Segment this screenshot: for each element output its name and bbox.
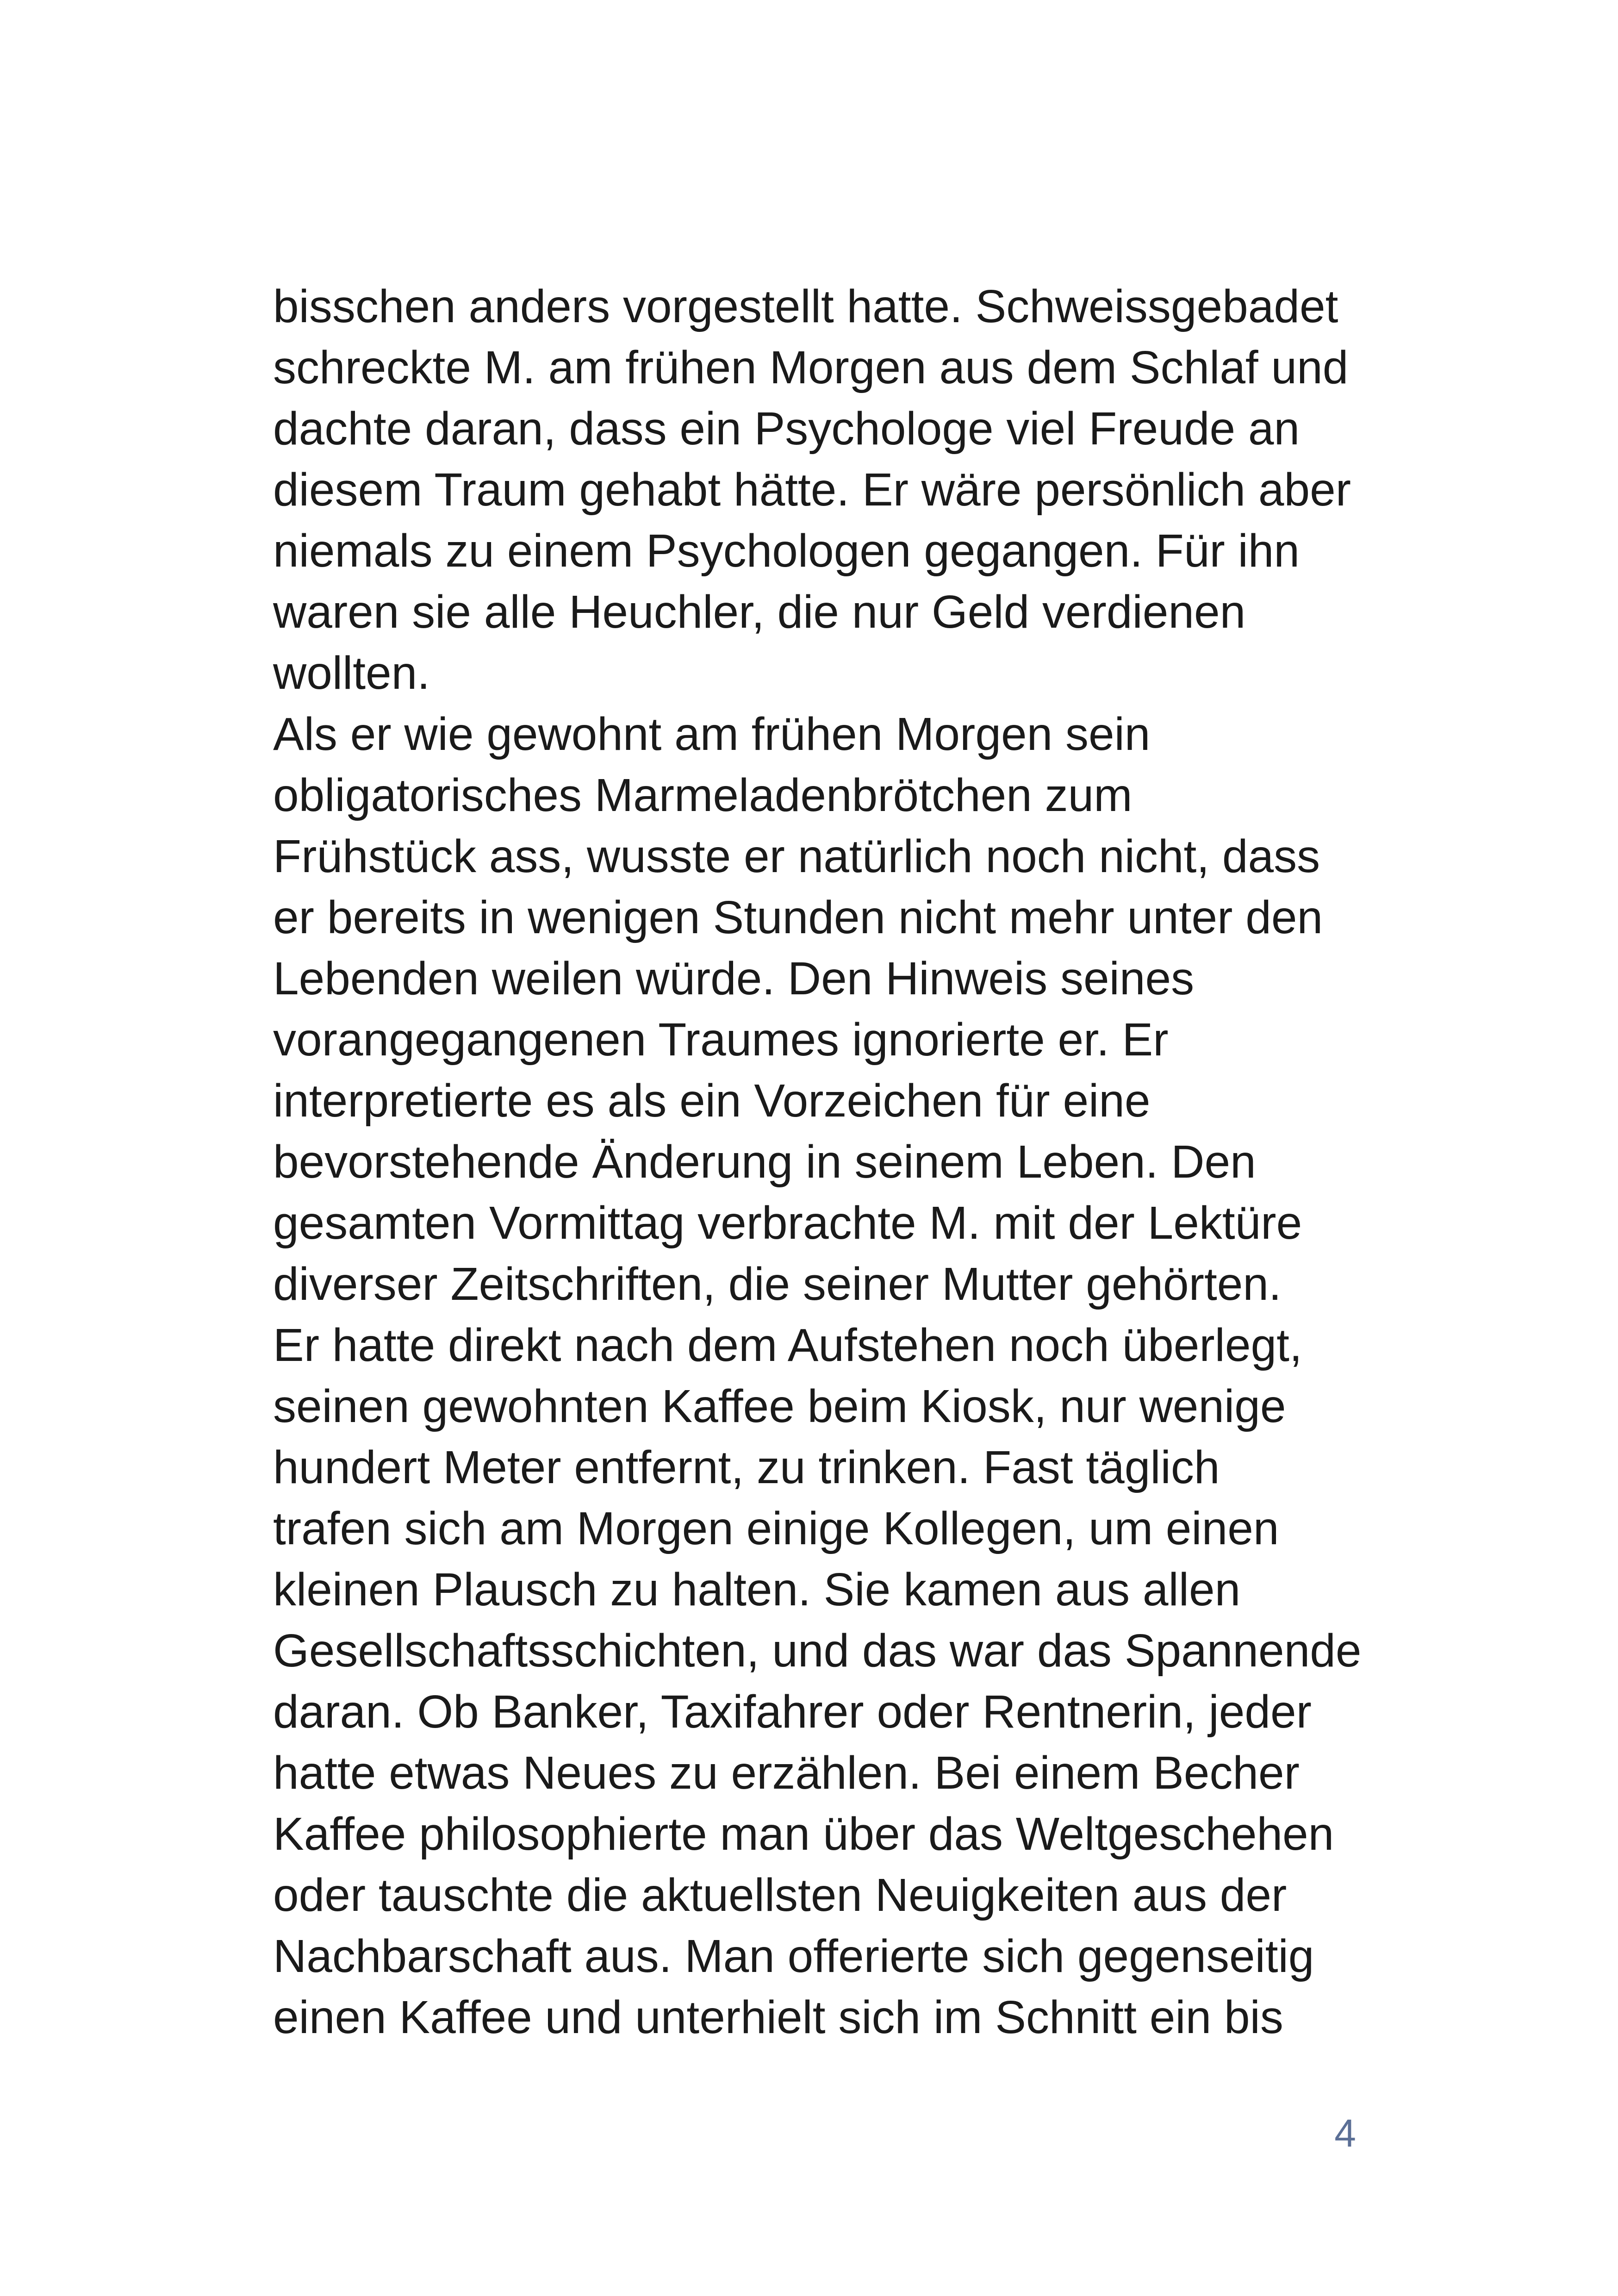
text-line: Er hatte direkt nach dem Aufstehen noch überlegt, — [273, 1319, 1302, 1371]
text-line: kleinen Plausch zu halten. Sie kamen aus allen — [273, 1564, 1241, 1616]
text-line: bevorstehende Änderung in seinem Leben. Den — [273, 1136, 1256, 1188]
text-line: hatte etwas Neues zu erzählen. Bei einem Becher — [273, 1747, 1300, 1799]
text-line: Gesellschaftsschichten, und das war das Spannende — [273, 1625, 1362, 1677]
text-line: trafen sich am Morgen einige Kollegen, um einen — [273, 1503, 1279, 1554]
text-line: diverser Zeitschriften, die seiner Mutter gehörten. — [273, 1258, 1282, 1310]
text-line: Lebenden weilen würde. Den Hinweis seines — [273, 953, 1195, 1004]
text-line: er bereits in wenigen Stunden nicht mehr unter den — [273, 892, 1323, 943]
text-line: seinen gewohnten Kaffee beim Kiosk, nur wenige — [273, 1380, 1286, 1432]
text-line: Nachbarschaft aus. Man offerierte sich gegenseitig — [273, 1930, 1314, 1982]
body-text — [273, 276, 1402, 2048]
text-line: oder tauschte die aktuellsten Neuigkeiten aus der — [273, 1869, 1287, 1921]
text-line: vorangegangenen Traumes ignorierte er. Er — [273, 1014, 1169, 1066]
text-line: hundert Meter entfernt, zu trinken. Fast täglich — [273, 1441, 1220, 1493]
text-line: niemals zu einem Psychologen gegangen. Für ihn — [273, 525, 1300, 577]
text-line: schreckte M. am frühen Morgen aus dem Schlaf und — [273, 342, 1349, 393]
text-line: Frühstück ass, wusste er natürlich noch nicht, dass — [273, 830, 1320, 882]
text-line: gesamten Vormittag verbrachte M. mit der Lektüre — [273, 1197, 1302, 1249]
text-line: obligatorisches Marmeladenbrötchen zum — [273, 769, 1133, 821]
text-line: daran. Ob Banker, Taxifahrer oder Rentnerin, jeder — [273, 1686, 1312, 1738]
text-line: interpretierte es als ein Vorzeichen für eine — [273, 1075, 1151, 1127]
text-line: Kaffee philosophierte man über das Weltgeschehen — [273, 1808, 1334, 1860]
text-line: wollten. — [273, 647, 430, 699]
text-line: dachte daran, dass ein Psychologe viel Freude an — [273, 403, 1300, 455]
text-line: bisschen anders vorgestellt hatte. Schweissgebadet — [273, 281, 1338, 332]
text-line: einen Kaffee und unterhielt sich im Schnitt ein bis — [273, 1991, 1283, 2043]
text-line: diesem Traum gehabt hätte. Er wäre persönlich aber — [273, 464, 1351, 516]
text-line: waren sie alle Heuchler, die nur Geld verdienen — [273, 586, 1246, 638]
page-number: 4 — [1334, 2111, 1356, 2155]
text-line: Als er wie gewohnt am frühen Morgen sein — [273, 708, 1151, 760]
